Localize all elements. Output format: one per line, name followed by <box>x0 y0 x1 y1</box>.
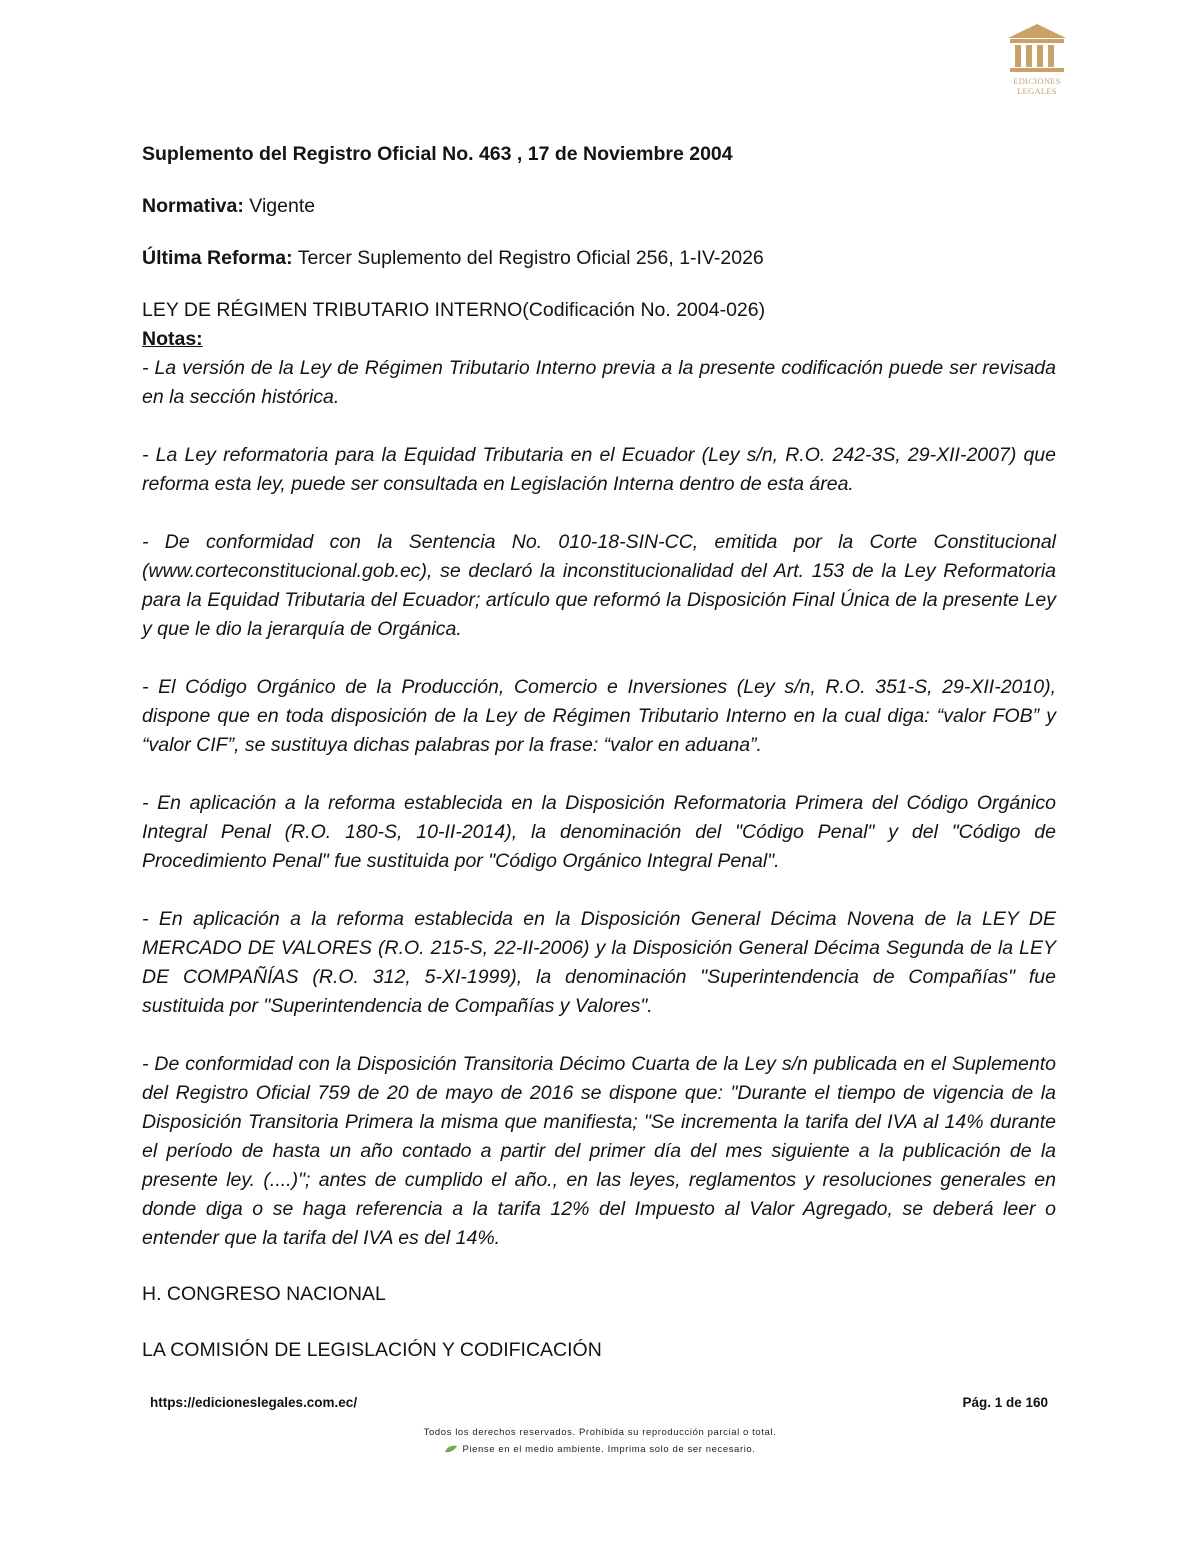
note-paragraph: - De conformidad con la Sentencia No. 010-18-SIN-CC, emitida por la Corte Constitucional (www.corteconstitucional.gob.ec), se declaró la inconstitucionalidad del Art. 153 de la Ley Reformatoria para la Equidad Tributaria del Ecuador; artículo que reformó la Disposición Final Única de la presente Ley y que le dio la jerarquía de Orgánica. <box>142 531 1056 640</box>
note-paragraph: - La versión de la Ley de Régimen Tributario Interno previa a la presente codificación puede ser revisada en la sección histórica. <box>142 357 1056 408</box>
document-title: Suplemento del Registro Oficial No. 463 , 17 de Noviembre 2004 <box>142 143 733 165</box>
notes-heading: Notas: <box>142 328 203 350</box>
footer-url-link[interactable]: https://edicioneslegales.com.ec/ <box>150 1395 358 1410</box>
normativa-line <box>142 192 1056 221</box>
ediciones-legales-logo <box>1004 22 1070 104</box>
section-heading: LA COMISIÓN DE LEGISLACIÓN Y CODIFICACIÓN <box>142 1339 602 1361</box>
law-title: LEY DE RÉGIMEN TRIBUTARIO INTERNO(Codificación No. 2004-026) <box>142 299 766 321</box>
rights-notice: Todos los derechos reservados. Prohibida su reproducción parcial o total. <box>423 1427 777 1438</box>
reforma-value: Tercer Suplemento del Registro Oficial 256, 1-IV-2026 <box>292 247 764 269</box>
note-paragraph: - El Código Orgánico de la Producción, Comercio e Inversiones (Ley s/n, R.O. 351-S, 29-XII-2010), dispone que en toda disposición de la Ley de Régimen Tributario Interno en la cual diga: “valor FOB” y “valor CIF”, se sustituya dichas palabras por la frase: “valor en aduana”. <box>142 676 1056 756</box>
document-body <box>142 140 1056 1365</box>
page-number: Pág. 1 de 160 <box>962 1395 1048 1410</box>
leaf-icon <box>444 1445 458 1453</box>
environment-notice <box>0 1444 1200 1455</box>
section-heading: H. CONGRESO NACIONAL <box>142 1283 386 1305</box>
environment-text: Piense en el medio ambiente. Imprima solo de ser necesario. <box>462 1444 756 1455</box>
normativa-value: Vigente <box>243 195 316 217</box>
logo-text: EDICIONES LEGALES <box>1013 76 1061 96</box>
note-paragraph: - En aplicación a la reforma establecida en la Disposición Reformatoria Primera del Código Orgánico Integral Penal (R.O. 180-S, 10-II-2014), la denominación del "Código Penal" y del "Código de Procedimiento Penal" fue sustituida por "Código Orgánico Integral Penal". <box>142 792 1056 872</box>
note-paragraph: - La Ley reformatoria para la Equidad Tributaria en el Ecuador (Ley s/n, R.O. 242-3S, 29-XII-2007) que reforma esta ley, puede ser consultada en Legislación Interna dentro de esta área. <box>142 444 1056 495</box>
reforma-line <box>142 244 1056 273</box>
page-footer <box>150 1395 1048 1415</box>
normativa-label: Normativa: <box>142 195 244 217</box>
reforma-label: Última Reforma: <box>142 247 293 269</box>
note-paragraph: - De conformidad con la Disposición Transitoria Décimo Cuarta de la Ley s/n publicada en el Suplemento del Registro Oficial 759 de 20 de mayo de 2016 se dispone que: "Durante el tiempo de vigencia de la Disposición Transitoria Primera la misma que manifiesta; "Se incrementa la tarifa del IVA al 14% durante el período de hasta un año contado a partir del primer día del mes siguiente a la publicación de la presente ley. (....)"; antes de cumplido el año., en las leyes, reglamentos y resoluciones generales en donde diga o se haga referencia a la tarifa 12% del Impuesto al Valor Agregado, se deberá leer o entender que la tarifa del IVA es del 14%. <box>142 1053 1056 1249</box>
temple-icon <box>1004 22 1070 76</box>
note-paragraph: - En aplicación a la reforma establecida en la Disposición General Décima Novena de la LEY DE MERCADO DE VALORES (R.O. 215-S, 22-II-2006) y la Disposición General Décima Segunda de la LEY DE COMPAÑÍAS (R.O. 312, 5-XI-1999), la denominación "Superintendencia de Compañías" fue sustituida por "Superintendencia de Compañías y Valores". <box>142 908 1056 1017</box>
